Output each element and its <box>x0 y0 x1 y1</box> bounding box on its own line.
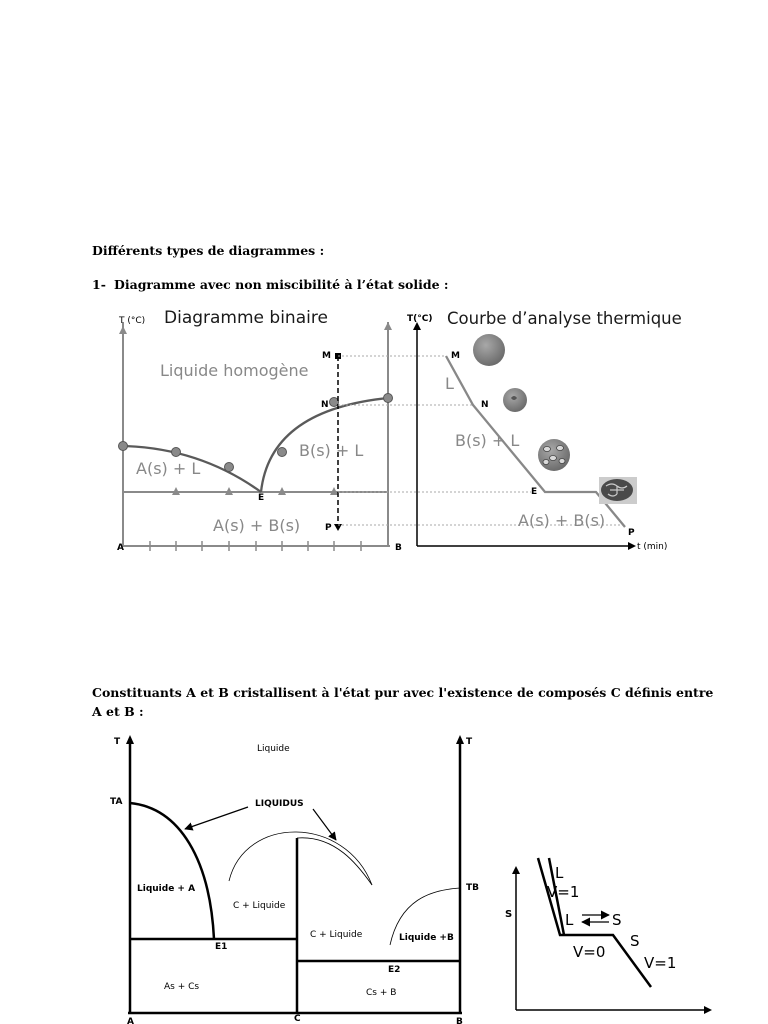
thermal-y-axis-label: T(°C) <box>407 314 433 324</box>
compound-diagram <box>110 735 479 1024</box>
region-as-cs: As + Cs <box>164 982 200 992</box>
compound-axis-c: C <box>294 1014 301 1024</box>
thermal-title: Courbe d’analyse thermique <box>447 309 682 328</box>
compound-t-right: T <box>466 737 473 747</box>
compound-axis-b: B <box>456 1017 463 1024</box>
label-s-eq: S <box>612 911 622 929</box>
liquidus-arrow-right <box>313 809 336 840</box>
region-cs-b: Cs + B <box>366 988 397 998</box>
ta-label: TA <box>110 797 123 807</box>
label-v1-top: V=1 <box>547 883 580 901</box>
region-b-liquid: B(s) + L <box>299 441 364 460</box>
region-liquid-homogene: Liquide homogène <box>160 361 309 380</box>
binary-title: Diagramme binaire <box>164 308 328 328</box>
binary-axis-a-label: A <box>117 543 124 553</box>
nucleation-sphere-icon <box>503 388 527 412</box>
liquidus-label: LIQUIDUS <box>255 799 304 809</box>
compound-t-left: T <box>114 737 121 747</box>
binary-point-n-label: N <box>321 400 329 410</box>
compound-right-arrow-icon <box>456 735 464 744</box>
section1-title: Diagramme avec non miscibilité à l’état solide : <box>114 277 449 292</box>
region-liquide-a: Liquide + A <box>137 884 196 894</box>
liquid-sphere-icon <box>473 334 505 366</box>
thermal-point-e: E <box>531 487 538 497</box>
region-liquide-b: Liquide +B <box>399 933 454 943</box>
time-axis-arrow-icon <box>704 1006 712 1014</box>
thermal-label-solid: A(s) + B(s) <box>518 511 606 530</box>
binary-point-p-label: P <box>325 523 332 533</box>
thermal-point-m: M <box>451 351 460 361</box>
binary-right-arrow-icon <box>384 322 392 330</box>
thermal-curve <box>407 309 682 552</box>
label-s: S <box>630 932 640 950</box>
compound-left-arrow-icon <box>126 735 134 744</box>
thermal-label-b-liquid: B(s) + L <box>455 431 520 450</box>
binary-point-e-label: E <box>258 493 265 503</box>
s-axis-arrow-icon <box>512 866 520 874</box>
binary-point-m-label: M <box>322 351 331 361</box>
section2-heading-line2: A et B : <box>92 704 144 719</box>
compound-region-liquide: Liquide <box>257 744 290 754</box>
compound-axis-a: A <box>127 1017 134 1024</box>
tb-label: TB <box>466 883 479 893</box>
section1-number: 1- <box>92 277 106 292</box>
phase-cooling-curve <box>505 858 712 1014</box>
label-l-top: L <box>555 864 564 882</box>
thermal-x-axis-label: t (min) <box>637 542 668 552</box>
section2-heading-line1: Constituants A et B cristallisent à l'état pur avec l'existence de composés C définis entre <box>92 685 714 700</box>
binary-axis-b-label: B <box>395 543 402 553</box>
region-a-liquid: A(s) + L <box>136 459 201 478</box>
binary-left-arrow-icon <box>119 326 127 334</box>
thermal-x-arrow-icon <box>628 542 636 550</box>
liquidus-c-left-curve <box>229 832 372 885</box>
region-solid: A(s) + B(s) <box>213 516 301 535</box>
thermal-point-p: P <box>628 528 635 538</box>
liquidus-arrow-left <box>185 807 248 829</box>
e1-label: E1 <box>215 942 228 952</box>
crystal-growth-sphere-icon <box>538 439 570 471</box>
thermal-label-l: L <box>445 374 454 393</box>
label-v1-bottom: V=1 <box>644 954 677 972</box>
s-axis-label: S <box>505 909 513 920</box>
region-c-liquide-2: C + Liquide <box>310 930 363 940</box>
label-v0: V=0 <box>573 943 606 961</box>
thermal-point-n: N <box>481 400 489 410</box>
binary-y-axis-label: T (°C) <box>119 316 146 326</box>
label-l-eq: L <box>565 911 574 929</box>
e2-label: E2 <box>388 965 401 975</box>
types-heading: Différents types de diagrammes : <box>92 243 325 258</box>
region-c-liquide-1: C + Liquide <box>233 901 286 911</box>
